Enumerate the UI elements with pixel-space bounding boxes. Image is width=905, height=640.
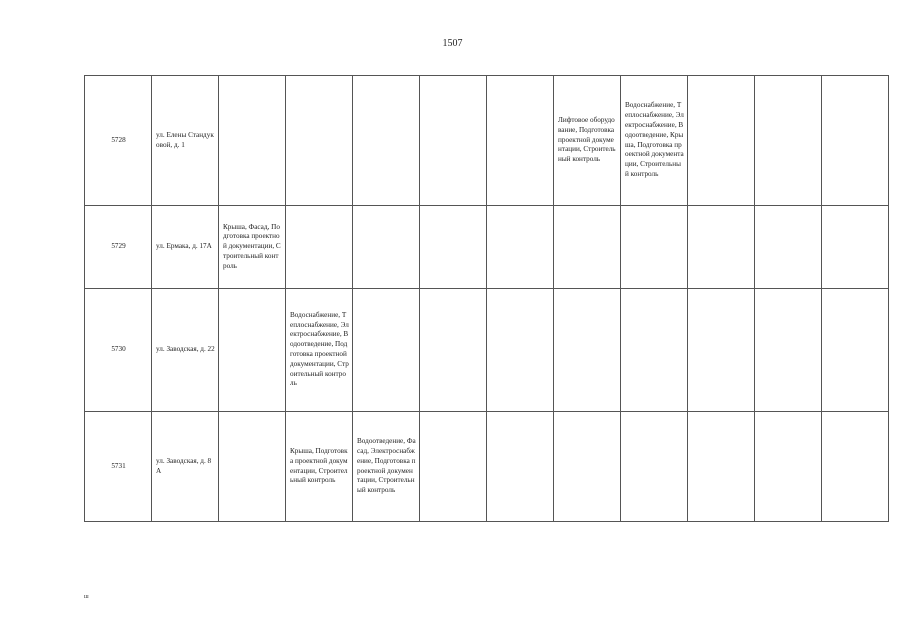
work-cell	[688, 289, 755, 412]
work-cell: Крыша, Подготовка проектной документации, Строительный контроль	[286, 412, 353, 522]
work-cell: Водоотведение, Фасад, Электроснабжение, Подготовка проектной документации, Строительный контроль	[353, 412, 420, 522]
work-cell	[420, 206, 487, 289]
work-cell	[219, 76, 286, 206]
table-row	[85, 289, 889, 412]
work-cell	[688, 412, 755, 522]
work-cell: Водоснабжение, Теплоснабжение, Электроснабжение, Водоотведение, Крыша, Подготовка проектной документации, Строительный контроль	[621, 76, 688, 206]
work-cell	[554, 289, 621, 412]
work-cell	[688, 76, 755, 206]
row-id: 5729	[85, 206, 152, 289]
work-cell	[621, 206, 688, 289]
work-cell	[286, 206, 353, 289]
address-cell: ул. Заводская, д. 22	[152, 289, 219, 412]
work-cell	[353, 76, 420, 206]
work-cell	[353, 289, 420, 412]
work-cell	[755, 289, 822, 412]
address-cell: ул. Ермака, д. 17А	[152, 206, 219, 289]
page-number: 1507	[442, 38, 463, 49]
work-cell	[822, 412, 889, 522]
work-cell	[688, 206, 755, 289]
work-cell	[755, 76, 822, 206]
work-cell	[353, 206, 420, 289]
work-cell	[487, 76, 554, 206]
address-cell: ул. Заводская, д. 8А	[152, 412, 219, 522]
row-id: 5730	[85, 289, 152, 412]
work-cell	[487, 412, 554, 522]
work-cell: Водоснабжение, Теплоснабжение, Электроснабжение, Водоотведение, Подготовка проектной документации, Строительный контроль	[286, 289, 353, 412]
work-cell	[219, 289, 286, 412]
work-schedule-table	[84, 75, 889, 522]
table-row	[85, 206, 889, 289]
work-cell	[554, 412, 621, 522]
work-cell	[420, 289, 487, 412]
row-id: 5731	[85, 412, 152, 522]
work-cell	[755, 412, 822, 522]
work-cell	[822, 206, 889, 289]
work-cell	[822, 289, 889, 412]
work-cell: Крыша, Фасад, Подготовка проектной документации, Строительный контроль	[219, 206, 286, 289]
address-cell: ул. Елены Стандуковой, д. 1	[152, 76, 219, 206]
work-cell	[822, 76, 889, 206]
work-cell	[420, 76, 487, 206]
work-cell	[420, 412, 487, 522]
work-cell: Лифтовое оборудование, Подготовка проектной документации, Строительный контроль	[554, 76, 621, 206]
work-cell	[219, 412, 286, 522]
work-cell	[755, 206, 822, 289]
table-row	[85, 412, 889, 522]
footer-mark: ш	[84, 594, 89, 600]
work-cell	[487, 206, 554, 289]
work-cell	[621, 412, 688, 522]
work-cell	[487, 289, 554, 412]
work-cell	[554, 206, 621, 289]
work-cell	[621, 289, 688, 412]
row-id: 5728	[85, 76, 152, 206]
work-cell	[286, 76, 353, 206]
table-row	[85, 76, 889, 206]
